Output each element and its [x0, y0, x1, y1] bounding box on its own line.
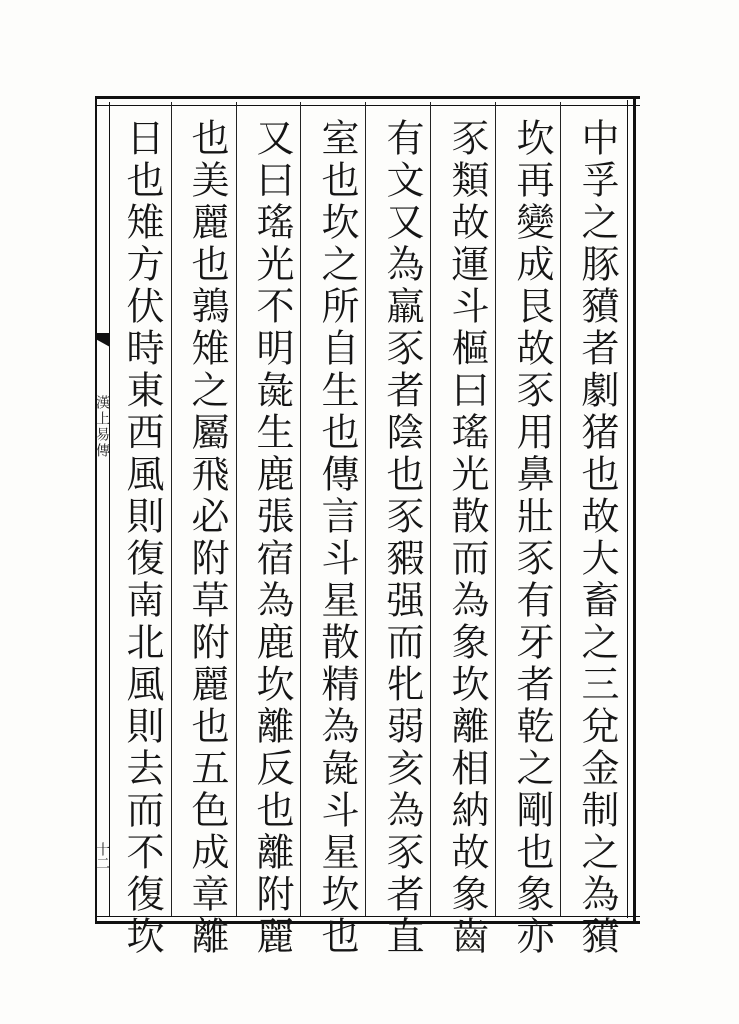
- frame-bottom-border: [95, 916, 640, 924]
- block-centre-strip: [97, 102, 110, 916]
- block-centre-title: 漢上易傳: [94, 395, 110, 459]
- column-rule: [560, 102, 561, 916]
- text-column-8: 日也雉方伏時東西風則復南北風則去而不復坎: [120, 118, 164, 958]
- column-rule: [236, 102, 237, 916]
- column-rule: [300, 102, 301, 916]
- text-column-1: 中孚之豚豶者劇猪也故大畜之三兌金制之為豶: [575, 118, 619, 958]
- text-column-4: 有文又為羸豕者陰也豕豭强而牝弱亥為豕者直: [380, 118, 424, 958]
- column-rule: [495, 102, 496, 916]
- text-column-2: 坎再變成艮故豕用鼻壯豕有牙者乾之剛也象亦: [510, 118, 554, 958]
- text-column-6: 又曰瑤光不明彘生鹿張宿為鹿坎離反也離附麗: [250, 118, 294, 958]
- frame-right-inner-border: [627, 100, 628, 918]
- column-rule: [365, 102, 366, 916]
- text-column-3: 豕類故運斗樞曰瑤光散而為象坎離相納故象齒: [445, 118, 489, 958]
- text-column-5: 室也坎之所自生也傳言斗星散精為彘斗星坎也: [315, 118, 359, 958]
- frame-top-border: [95, 96, 640, 106]
- block-centre-page-number: 十二: [94, 842, 110, 870]
- text-column-7: 也美麗也鶉雉之屬飛必附草附麗也五色成章離: [185, 118, 229, 958]
- column-rule: [171, 102, 172, 916]
- column-rule: [430, 102, 431, 916]
- frame-right-border: [633, 96, 636, 922]
